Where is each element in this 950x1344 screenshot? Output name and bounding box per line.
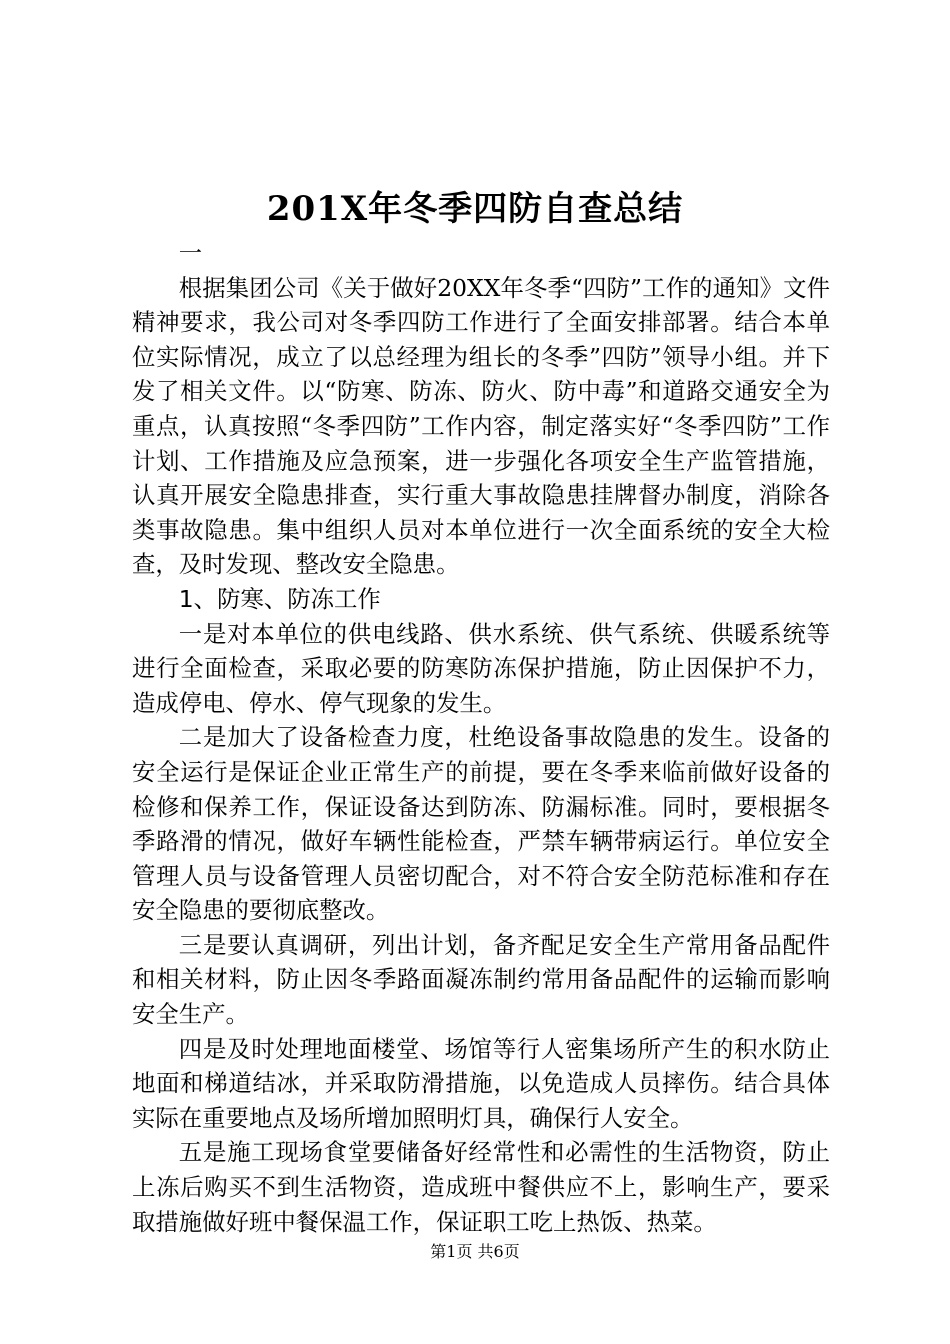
item-paragraph-1: 一是对本单位的供电线路、供水系统、供气系统、供暖系统等进行全面检查，采取必要的防寒防冻保护措施，防止因保护不力，造成停电、停水、停气现象的发生。 (132, 619, 830, 717)
item-paragraph-3: 三是要认真调研，列出计划，备齐配足安全生产常用备品配件和相关材料，防止因冬季路面凝冻制约常用备品配件的运输而影响安全生产。 (132, 930, 830, 1029)
intro-paragraph: 根据集团公司《关于做好20XX年冬季“四防”工作的通知》文件精神要求，我公司对冬季四防工作进行了全面安排部署。结合本单位实际情况，成立了以总经理为组长的冬季”四防”领导小组。并下发了相关文件。以“防寒、防冻、防火、防中毒”和道路交通安全为重点，认真按照“冬季四防”工作内容，制定落实好“冬季四防”工作计划、工作措施及应急预案，进一步强化各项安全生产监管措施，认真开展安全隐患排查，实行重大事故隐患挂牌督办制度，消除各类事故隐患。集中组织人员对本单位进行一次全面系统的安全大检查，及时发现、整改安全隐患。 (132, 273, 830, 579)
item-paragraph-4: 四是及时处理地面楼堂、场馆等行人密集场所产生的积水防止地面和梯道结冰，并采取防滑措施，以免造成人员摔伤。结合具体实际在重要地点及场所增加照明灯具，确保行人安全。 (132, 1034, 830, 1132)
item-paragraph-5: 五是施工现场食堂要储备好经常性和必需性的生活物资，防止上冻后购买不到生活物资，造成班中餐供应不上，影响生产，要采取措施做好班中餐保温工作，保证职工吃上热饭、热菜。 (132, 1138, 830, 1236)
section-heading: 1、防寒、防冻工作 (178, 584, 381, 613)
document-body (132, 236, 830, 1239)
section-marker: 一 (178, 239, 203, 267)
item-paragraph-2: 二是加大了设备检查力度，杜绝设备事故隐患的发生。设备的安全运行是保证企业正常生产的前提，要在冬季来临前做好设备的检修和保养工作，保证设备达到防冻、防漏标准。同时，要根据冬季路滑的情况，做好车辆性能检查，严禁车辆带病运行。单位安全管理人员与设备管理人员密切配合，对不符合安全防范标准和存在安全隐患的要彻底整改。 (132, 723, 830, 925)
page-footer: 第1页 共6页 (430, 1242, 520, 1261)
document-title: 201X年冬季四防自查总结 (266, 189, 684, 229)
